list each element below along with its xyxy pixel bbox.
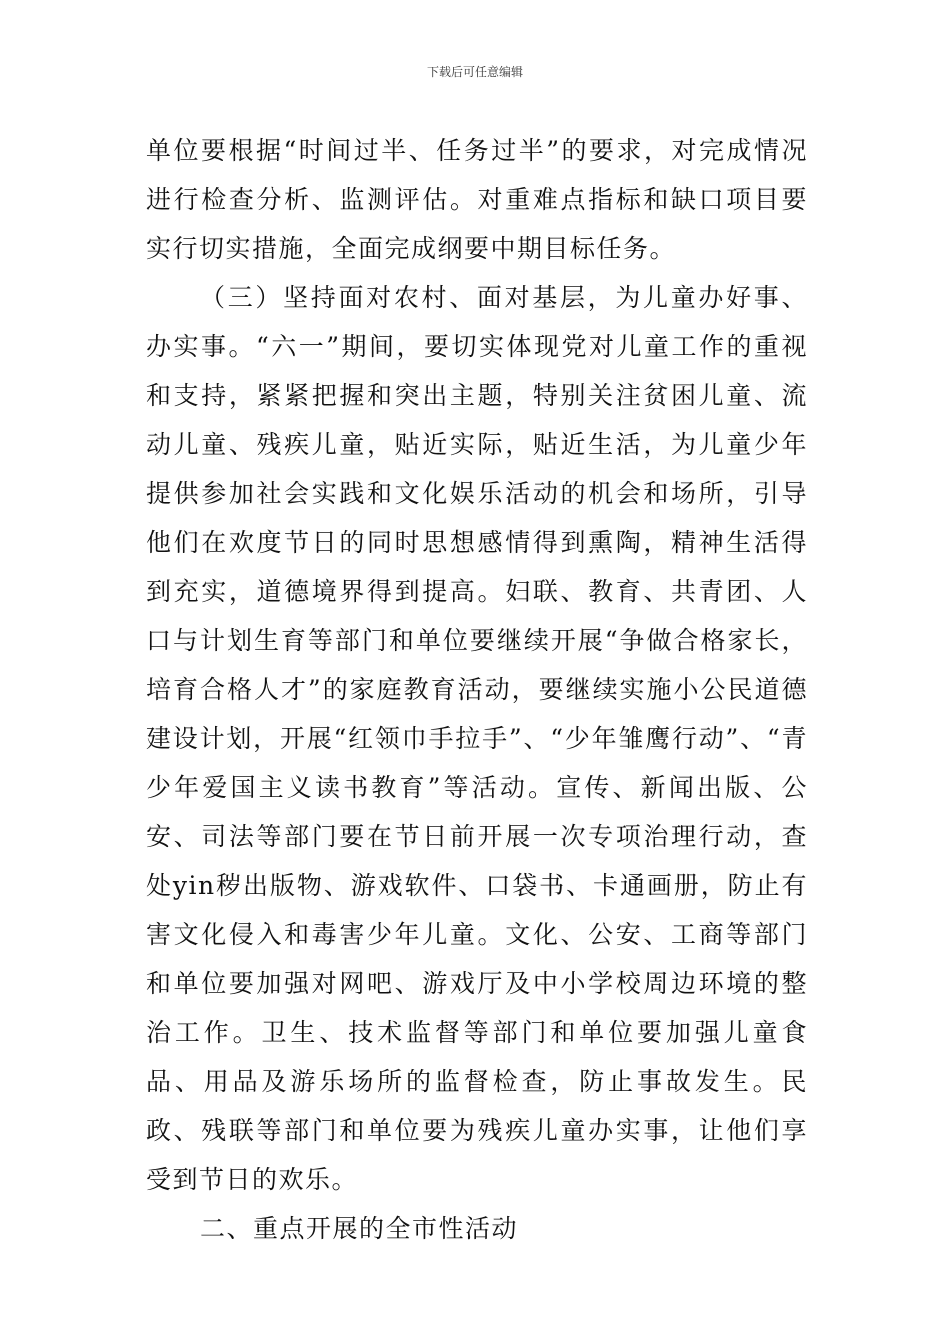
paragraph-continuation: 单位要根据“时间过半、任务过半”的要求，对完成情况进行检查分析、监测评估。对重难点指标和缺口项目要实行切实措施，全面完成纲要中期目标任务。 <box>146 136 808 263</box>
section-heading-citywide-activities: 二、重点开展的全市性活动 <box>200 1214 519 1243</box>
paragraph-section-three: （三）坚持面对农村、面对基层，为儿童办好事、办实事。“六一”期间，要切实体现党对儿童工作的重视和支持，紧紧把握和突出主题，特别关注贫困儿童、流动儿童、残疾儿童，贴近实际，贴近生活，为儿童少年提供参加社会实践和文化娱乐活动的机会和场所，引导他们在欢度节日的同时思想感情得到熏陶，精神生活得到充实，道德境界得到提高。妇联、教育、共青团、人口与计划生育等部门和单位要继续开展“争做合格家长，培育合格人才”的家庭教育活动，要继续实施小公民道德建设计划，开展“红领巾手拉手”、“少年雏鹰行动”、“青少年爱国主义读书教育”等活动。宣传、新闻出版、公安、司法等部门要在节日前开展一次专项治理行动，查处yin秽出版物、游戏软件、口袋书、卡通画册，防止有害文化侵入和毒害少年儿童。文化、公安、工商等部门和单位要加强对网吧、游戏厅及中小学校周边环境的整治工作。卫生、技术监督等部门和单位要加强儿童食品、用品及游乐场所的监督检查，防止事故发生。民政、残联等部门和单位要为残疾儿童办实事，让他们享受到节日的欢乐。 <box>146 283 808 1194</box>
document-body <box>146 126 808 1253</box>
page-header-note: 下载后可任意编辑 <box>426 65 523 79</box>
